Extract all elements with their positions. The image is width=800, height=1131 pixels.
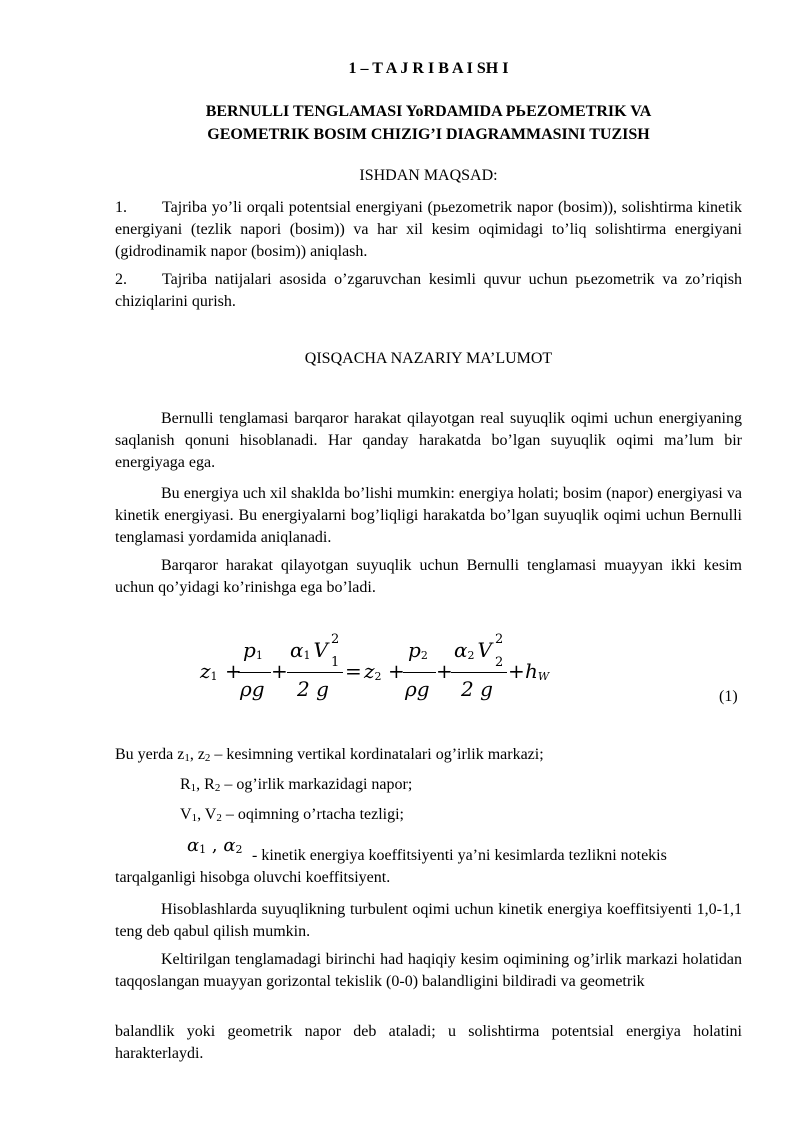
main-title-line2: GEOMETRIK BOSIM CHIZIG’I DIAGRAMMASINI TUZISH bbox=[207, 126, 650, 143]
goal-number: 2. bbox=[115, 271, 127, 288]
eq-plus: + bbox=[388, 659, 405, 683]
eq-v2-sup: 2 bbox=[495, 632, 504, 647]
eq-v1-sub: 1 bbox=[331, 655, 340, 670]
fraction-line bbox=[451, 672, 507, 673]
alpha-description-line2: tarqalganligi hisobga oluvchi koeffitsiyent. bbox=[115, 869, 391, 886]
goal-item-1 bbox=[115, 197, 742, 263]
paragraph-5: Keltirilgan tenglamadagi birinchi had haqiqiy kesim oqimining og’irlik markazi holatidan taqqoslangan muayyan gorizontal tekislik (0-0) balandligini bildiradi va geometrik bbox=[115, 951, 742, 990]
eq-equals: = bbox=[345, 659, 362, 683]
eq-v1-sup: 2 bbox=[331, 632, 340, 647]
paragraph-3: Barqaror harakat qilayotgan suyuqlik uchun Bernulli tenglamasi muayyan ikki kesim uchun qo’yidagi ko’rinishga ega bo’ladi. bbox=[115, 557, 742, 596]
eq-rho-g: ρg bbox=[405, 677, 430, 701]
eq-hw: $h_W$ bbox=[525, 659, 550, 683]
fraction-line bbox=[287, 672, 343, 673]
eq-v2-sub: 2 bbox=[495, 655, 504, 670]
paragraph-1: Bernulli tenglamasi barqaror harakat qilayotgan real suyuqlik oqimi uchun energiyaning saqlanish qonuni hisoblanadi. Har qanday harakatda bo’lgan suyuqlik oqimi ma’lum bir energiyaga ega. bbox=[115, 410, 742, 471]
definition-r: $R_1$, $R_2$ – og’irlik markazidagi napor; bbox=[180, 776, 413, 794]
goal-text: Tajriba natijalari asosida o’zgaruvchan kesimli quvur uchun pьezometrik va zo’riqish chiziqlarini qurish. bbox=[115, 271, 742, 310]
theory-heading: QISQACHA NAZARIY MA’LUMOT bbox=[304, 350, 553, 367]
goal-heading: ISHDAN MAQSAD: bbox=[359, 167, 498, 184]
eq-z2: $z_2$ bbox=[364, 659, 382, 683]
eq-plus: + bbox=[508, 659, 525, 683]
fraction-line bbox=[238, 672, 271, 673]
main-title-line1: BERNULLI TENGLAMASI YoRDAMIDA PЬEZOMETRIK VA bbox=[205, 103, 652, 120]
eq-p2: $p_2$ bbox=[408, 638, 428, 662]
paragraph-4: Hisoblashlarda suyuqlikning turbulent oqimi uchun kinetik energiya koeffitsiyenti 1,0-1,1 teng deb qabul qilish mumkin. bbox=[115, 901, 742, 940]
paragraph-6: balandlik yoki geometrik napor deb ataladi; u solishtirma potentsial energiya holatini harakterlaydi. bbox=[115, 1023, 742, 1062]
goal-text: Tajriba yo’li orqali potentsial energiyani (pьezometrik napor (bosim)), solishtirma kinetik energiyani (tezlik napori (bosim)) va har xil kesim oqimidagi to’liq solishtirma energiyani (gidrodinamik napor (bosim)) aniqlash. bbox=[115, 199, 742, 260]
equation-number: (1) bbox=[719, 688, 738, 705]
fraction-line bbox=[403, 672, 436, 673]
alpha-description-line1: - kinetik energiya koeffitsiyenti ya’ni kesimlarda tezlikni notekis bbox=[252, 847, 667, 864]
eq-two-g: 2 g bbox=[461, 677, 493, 701]
definition-z: Bu yerda $z_1$, $z_2$ – kesimning vertikal kordinatalari og’irlik markazi; bbox=[115, 746, 544, 764]
paragraph-2: Bu energiya uch xil shaklda bo’lishi mumkin: energiya holati; bosim (napor) energiyasi va kinetik energiyasi. Bu energiyalarni bog’liqligi harakatda bo’lgan suyuqlik oqimi uchun Bernulli tenglamasi yordamida aniqlanadi. bbox=[115, 485, 742, 546]
eq-two-g: 2 g bbox=[297, 677, 329, 701]
eq-plus: + bbox=[271, 659, 288, 683]
eq-alpha2-v2sq: $\alpha_2$ V bbox=[454, 638, 492, 662]
lab-title: 1 – T A J R I B A I SH I bbox=[348, 60, 509, 77]
eq-plus: + bbox=[225, 659, 242, 683]
alpha-symbols: $\alpha_1$ , $\alpha_2$ bbox=[187, 835, 243, 856]
definition-v: $V_1$, $V_2$ – oqimning o’rtacha tezligi; bbox=[180, 806, 404, 824]
eq-z1: $z_1$ bbox=[200, 659, 218, 683]
eq-rho-g: ρg bbox=[240, 677, 265, 701]
eq-plus: + bbox=[436, 659, 453, 683]
eq-alpha1-v1sq: $\alpha_1$ V bbox=[290, 638, 328, 662]
goal-item-2 bbox=[115, 269, 742, 313]
eq-p1: $p_1$ bbox=[243, 638, 263, 662]
goal-number: 1. bbox=[115, 199, 127, 216]
